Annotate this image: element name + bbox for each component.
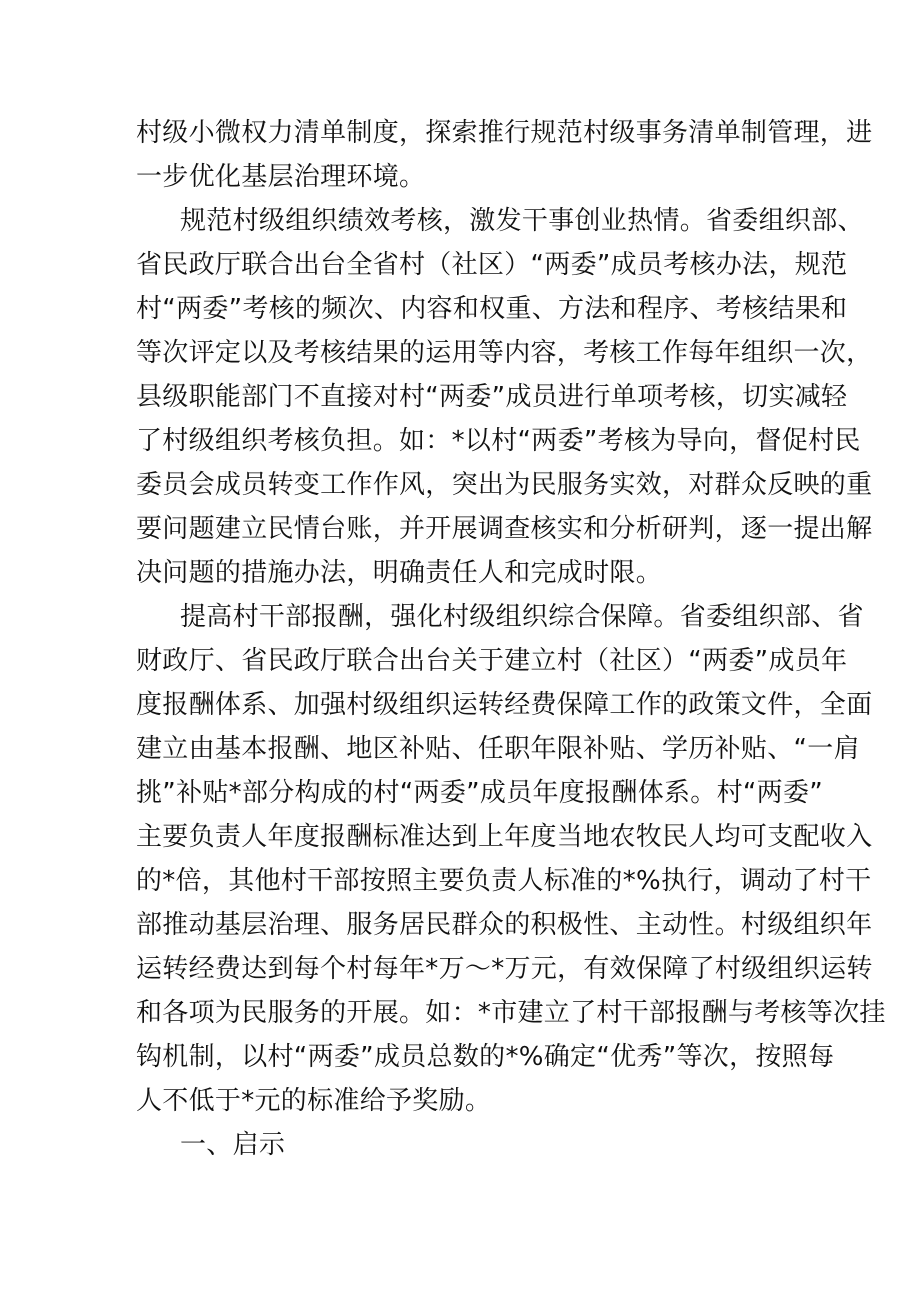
text-line: 钩机制，以村“两委”成员总数的*%确定“优秀”等次，按照每	[136, 1042, 835, 1072]
text-line: 要问题建立民情台账，并开展调查核实和分析研判，逐一提出解	[136, 514, 873, 544]
text-line: 和各项为民服务的开展。如：*市建立了村干部报酬与考核等次挂	[136, 998, 886, 1028]
text-line: 村级小微权力清单制度，探索推行规范村级事务清单制管理，进	[136, 118, 873, 148]
text-line: 部推动基层治理、服务居民群众的积极性、主动性。村级组织年	[136, 910, 873, 940]
text-line: 主要负责人年度报酬标准达到上年度当地农牧民人均可支配收入	[136, 822, 873, 852]
text-line: 建立由基本报酬、地区补贴、任职年限补贴、学历补贴、“一肩	[136, 734, 860, 764]
text-line: 一步优化基层治理环境。	[136, 162, 426, 192]
text-line: 县级职能部门不直接对村“两委”成员进行单项考核，切实减轻	[136, 382, 848, 412]
paragraph-start-line: 规范村级组织绩效考核，激发干事创业热情。省委组织部、	[180, 206, 864, 236]
text-line: 人不低于*元的标准给予奖励。	[136, 1086, 492, 1116]
text-line: 度报酬体系、加强村级组织运转经费保障工作的政策文件，全面	[136, 690, 873, 720]
text-line: 了村级组织考核负担。如：*以村“两委”考核为导向，督促村民	[136, 426, 861, 456]
text-line: 省民政厅联合出台全省村（社区）“两委”成员考核办法，规范	[136, 250, 848, 280]
section-heading: 一、启示	[180, 1130, 286, 1160]
text-line: 等次评定以及考核结果的运用等内容，考核工作每年组织一次，	[136, 338, 873, 368]
text-line: 财政厅、省民政厅联合出台关于建立村（社区）“两委”成员年	[136, 646, 848, 676]
text-line: 村“两委”考核的频次、内容和权重、方法和程序、考核结果和	[136, 294, 848, 324]
paragraph-start-line: 提高村干部报酬，强化村级组织综合保障。省委组织部、省	[180, 602, 864, 632]
text-line: 的*倍，其他村干部按照主要负责人标准的*%执行，调动了村干	[136, 866, 872, 896]
text-line: 挑”补贴*部分构成的村“两委”成员年度报酬体系。村“两委”	[136, 778, 824, 808]
text-line: 运转经费达到每个村每年*万〜*万元，有效保障了村级组织运转	[136, 954, 873, 984]
text-line: 决问题的措施办法，明确责任人和完成时限。	[136, 558, 663, 588]
text-line: 委员会成员转变工作作风，突出为民服务实效，对群众反映的重	[136, 470, 873, 500]
